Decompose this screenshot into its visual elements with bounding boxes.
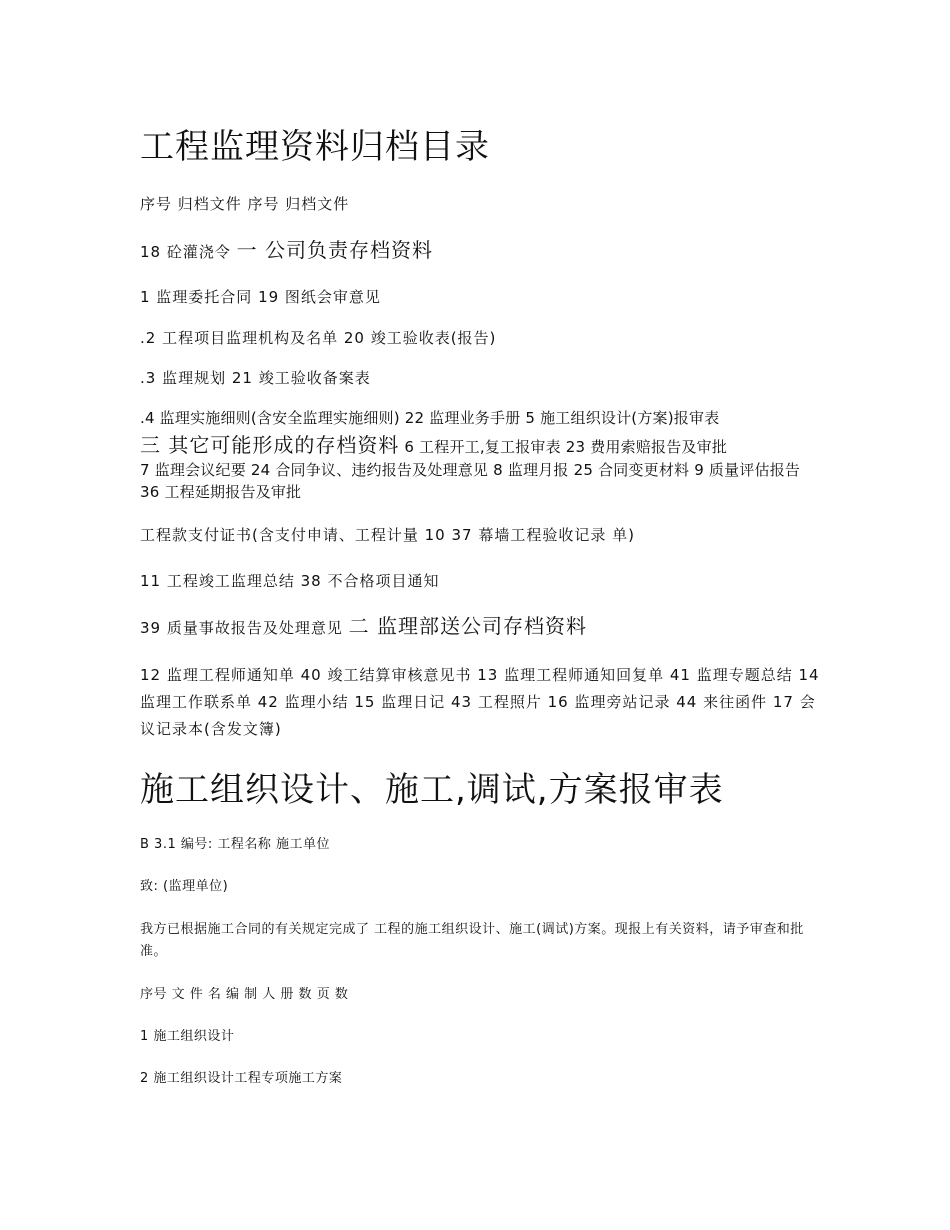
archive-item-text: 39 质量事故报告及处理意见 bbox=[140, 619, 343, 637]
form-addressee: 致: (监理单位) bbox=[140, 879, 229, 894]
form-table-row-2: 2 施工组织设计工程专项施工方案 bbox=[140, 1071, 343, 1086]
form-body: 我方已根据施工合同的有关规定完成了 工程的施工组织设计、施工(调试)方案。现报上有关资料，请予审查和批准。 bbox=[140, 922, 804, 959]
archive-line-2: .2 工程项目监理机构及名单 20 竣工验收表(报告) bbox=[140, 329, 497, 347]
archive-item-text: 18 砼灌浇令 bbox=[140, 243, 231, 261]
document-title: 工程监理资料归档目录 bbox=[140, 127, 490, 167]
archive-line-1: 1 监理委托合同 19 图纸会审意见 bbox=[140, 288, 381, 306]
archive-line-6 bbox=[140, 432, 820, 460]
archive-line-12: 12 监理工程师通知单 40 竣工结算审核意见书 13 监理工程师通知回复单 41 监理专题总结 14 监理工作联系单 42 监理小结 15 监理日记 43 工程照片 16 监理旁站记录 44 来往函件 17 会议记录本(含发文簿) bbox=[140, 666, 820, 738]
section-heading-3: 三 其它可能形成的存档资料 bbox=[140, 433, 400, 457]
archive-line-4: .4 监理实施细则(含安全监理实施细则) 22 监理业务手册 5 施工组织设计(方案)报审表 bbox=[140, 409, 720, 427]
form-table-header: 序号 文 件 名 编 制 人 册 数 页 数 bbox=[140, 987, 349, 1002]
archive-line-7: 7 监理会议纪要 24 合同争议、违约报告及处理意见 8 监理月报 25 合同变更材料 9 质量评估报告 36 工程延期报告及审批 bbox=[140, 461, 801, 501]
archive-header-row: 序号 归档文件 序号 归档文件 bbox=[140, 195, 350, 213]
archive-line-39 bbox=[140, 612, 820, 642]
form-number-line: B 3.1 编号: 工程名称 施工单位 bbox=[140, 837, 331, 852]
archive-line-11: 11 工程竣工监理总结 38 不合格项目通知 bbox=[140, 572, 440, 590]
section-heading-2: 二 监理部送公司存档资料 bbox=[348, 614, 587, 638]
form-table-row-1: 1 施工组织设计 bbox=[140, 1029, 235, 1044]
archive-line-18 bbox=[140, 236, 820, 266]
archive-line-3: .3 监理规划 21 竣工验收备案表 bbox=[140, 369, 371, 387]
section-heading-1: 一 公司负责存档资料 bbox=[236, 238, 433, 262]
archive-item-text: 6 工程开工,复工报审表 23 费用索赔报告及审批 bbox=[404, 438, 728, 456]
form-title: 施工组织设计、施工,调试,方案报审表 bbox=[140, 770, 724, 810]
archive-line-10: 工程款支付证书(含支付申请、工程计量 10 37 幕墙工程验收记录 单) bbox=[140, 526, 635, 544]
